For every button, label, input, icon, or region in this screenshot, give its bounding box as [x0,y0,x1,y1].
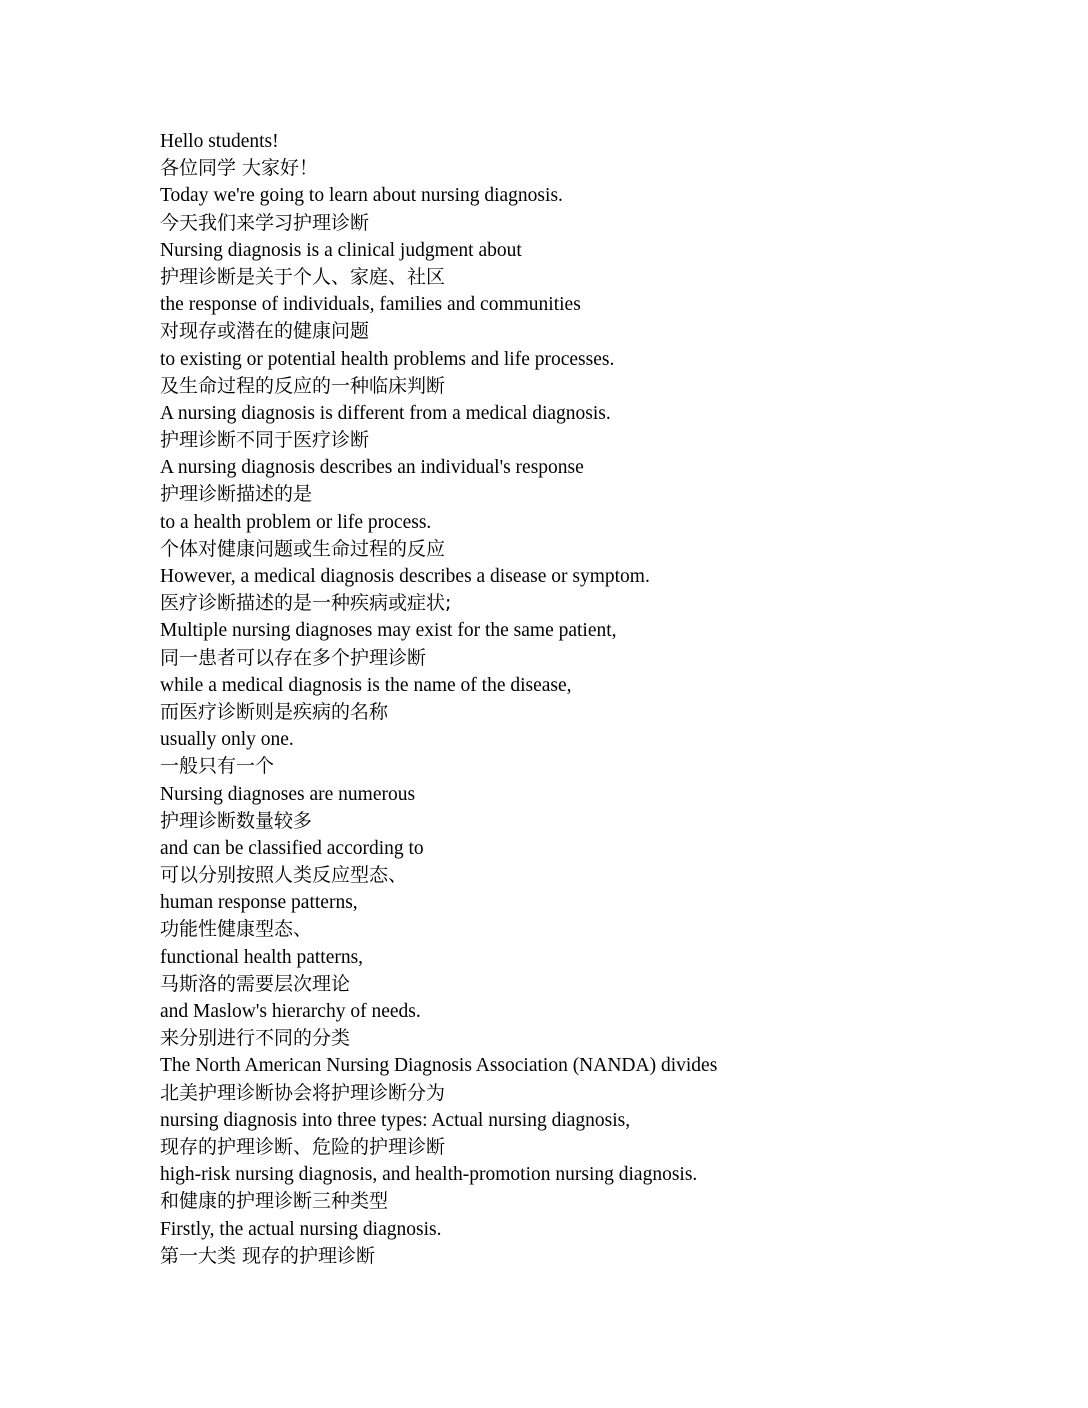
text-line-zh: 各位同学 大家好！ [160,157,319,180]
text-line-zh: 及生命过程的反应的一种临床判断 [160,374,446,397]
text-line-en: A nursing diagnosis describes an individual's response [160,457,584,479]
text-line-zh: 现存的护理诊断、危险的护理诊断 [160,1135,446,1158]
text-line-zh: 对现存或潜在的健康问题 [160,320,370,343]
text-line-en: The North American Nursing Diagnosis Association (NANDA) divides [160,1055,718,1077]
text-line-en: nursing diagnosis into three types: Actual nursing diagnosis, [160,1109,631,1131]
text-line-zh: 同一患者可以存在多个护理诊断 [160,646,427,669]
text-line-zh: 医疗诊断描述的是一种疾病或症状; [160,592,452,615]
text-line-en: Today we're going to learn about nursing diagnosis. [160,185,563,207]
text-line-en: functional health patterns, [160,946,364,968]
text-line-en: to existing or potential health problems and life processes. [160,348,615,370]
text-line-zh: 而医疗诊断则是疾病的名称 [160,700,389,723]
text-line-zh: 北美护理诊断协会将护理诊断分为 [160,1081,446,1104]
text-line-en: Nursing diagnosis is a clinical judgment about [160,239,522,261]
text-line-en: A nursing diagnosis is different from a medical diagnosis. [160,402,611,424]
text-line-zh: 第一大类 现存的护理诊断 [160,1244,376,1267]
text-line-zh: 今天我们来学习护理诊断 [160,211,370,234]
document-page [160,128,1060,1270]
text-line-en: high-risk nursing diagnosis, and health-promotion nursing diagnosis. [160,1164,698,1186]
text-line-zh: 一般只有一个 [160,755,275,778]
text-line-zh: 个体对健康问题或生命过程的反应 [160,537,446,560]
text-line-zh: 可以分别按照人类反应型态、 [160,864,408,887]
text-line-en: and can be classified according to [160,837,424,859]
text-line-en: while a medical diagnosis is the name of the disease, [160,674,572,696]
text-line-zh: 和健康的护理诊断三种类型 [160,1190,389,1213]
text-line-zh: 来分别进行不同的分类 [160,1027,351,1050]
text-line-zh: 护理诊断是关于个人、家庭、社区 [160,265,446,288]
text-line-zh: 护理诊断数量较多 [160,809,313,832]
text-line-en: and Maslow's hierarchy of needs. [160,1001,421,1022]
text-line-en: Firstly, the actual nursing diagnosis. [160,1218,442,1240]
text-line-zh: 功能性健康型态、 [160,918,313,941]
text-line-en: Multiple nursing diagnoses may exist for the same patient, [160,620,617,642]
text-line-en: Nursing diagnoses are numerous [160,783,416,805]
text-line-en: usually only one. [160,729,294,751]
text-line-zh: 马斯洛的需要层次理论 [160,972,351,995]
text-line-en: the response of individuals, families and communities [160,294,581,316]
text-line-zh: 护理诊断描述的是 [160,483,313,506]
text-line-en: However, a medical diagnosis describes a disease or symptom. [160,566,650,587]
text-line-en: Hello students! [160,131,279,152]
text-line-zh: 护理诊断不同于医疗诊断 [160,429,370,452]
text-line-en: human response patterns, [160,892,358,914]
text-line-en: to a health problem or life process. [160,511,432,533]
